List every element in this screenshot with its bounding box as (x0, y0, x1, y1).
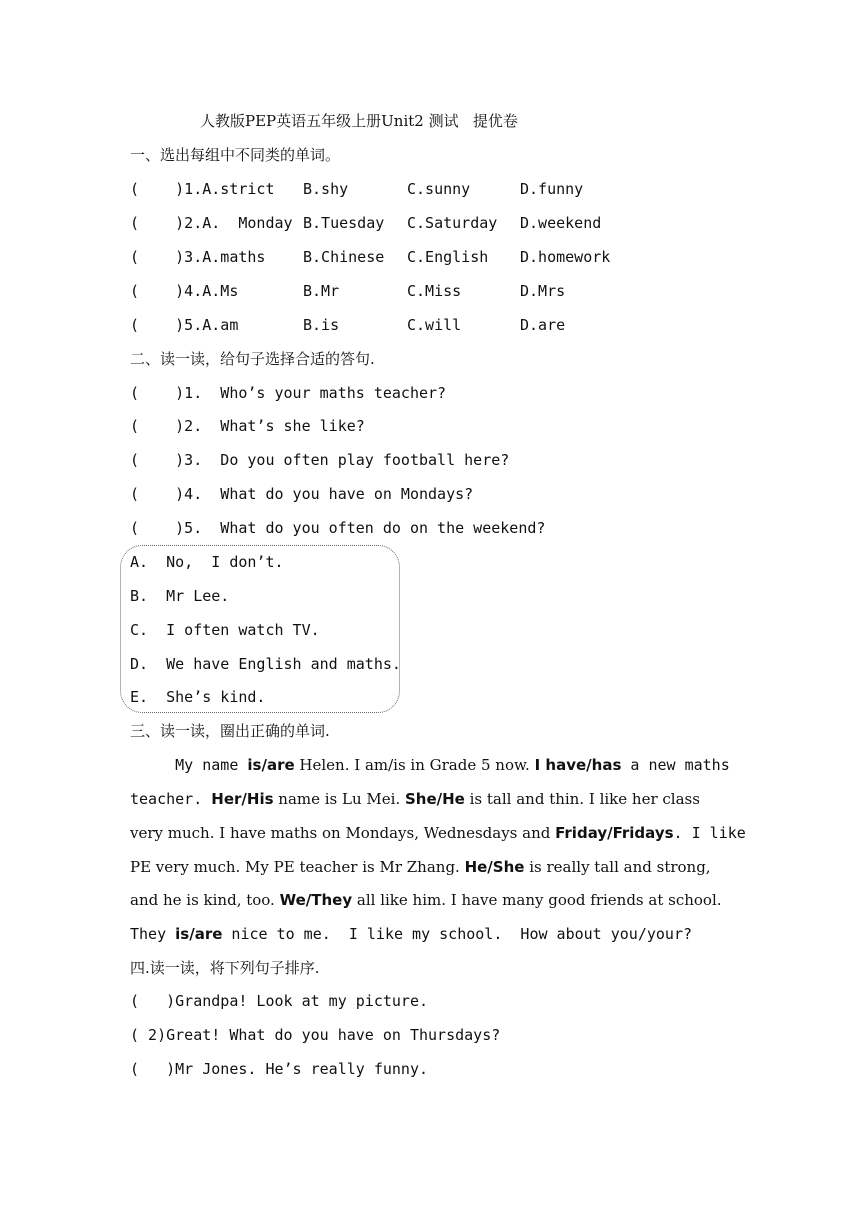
section1-item (130, 247, 611, 267)
question-item: ( )3. Do you often play football here? (130, 451, 510, 469)
choice-word[interactable]: He/She (464, 858, 525, 876)
question-item: ( )4. What do you have on Mondays? (130, 485, 474, 503)
answer-option: D. We have English and maths. (130, 655, 401, 673)
section1-item (130, 281, 566, 301)
passage-line (130, 924, 692, 944)
section3-heading: 三、读一读，圈出正确的单词. (130, 722, 330, 740)
choice-word[interactable]: Friday/Fridays (555, 824, 674, 842)
passage-text: and he is kind, too. (130, 891, 280, 909)
option-b: B.shy (303, 180, 349, 198)
option-c: C.Saturday (407, 214, 498, 232)
option-b: B.Tuesday (303, 214, 385, 232)
option-c: C.English (407, 248, 489, 266)
option-b: B.Mr (303, 282, 340, 300)
passage-text: nice to me. I like my school. How about you/your? (222, 925, 693, 943)
item-stem: ( )5.A.am (130, 316, 239, 334)
passage-text: is tall and thin. I like her class (464, 790, 700, 808)
section2-heading: 二、读一读，给句子选择合适的答句. (130, 350, 375, 368)
question-item: ( )1. Who’s your maths teacher? (130, 384, 447, 402)
choice-word[interactable]: is/are (175, 925, 223, 943)
passage-line (130, 890, 722, 910)
answer-option: A. No, I don’t. (130, 553, 284, 571)
passage-line (130, 857, 711, 877)
option-b: B.is (303, 316, 340, 334)
passage-text: PE very much. My PE teacher is Mr Zhang. (130, 858, 465, 876)
passage-line (130, 789, 700, 809)
passage-text: Helen. I am/is in Grade 5 now. (294, 756, 535, 774)
passage-text: all like him. I have many good friends at school. (352, 891, 722, 909)
option-d: D.weekend (520, 214, 602, 232)
ordering-item: ( )Mr Jones. He’s really funny. (130, 1060, 429, 1078)
choice-word[interactable]: I have/has (534, 756, 622, 774)
item-stem: ( )3.A.maths (130, 248, 266, 266)
answer-option: B. Mr Lee. (130, 587, 230, 605)
ordering-item: ( 2)Great! What do you have on Thursdays? (130, 1026, 501, 1044)
answer-option: E. She’s kind. (130, 688, 266, 706)
passage-text: They (130, 925, 176, 943)
item-stem: ( )2.A. Monday (130, 214, 293, 232)
item-stem: ( )1.A.strict (130, 180, 275, 198)
option-c: C.Miss (407, 282, 462, 300)
choice-word[interactable]: is/are (247, 756, 295, 774)
passage-line (130, 823, 746, 843)
passage-text: very much. I have maths on Mondays, Wednesdays and (130, 824, 556, 842)
item-stem: ( )4.A.Ms (130, 282, 239, 300)
passage-text: name is Lu Mei. (273, 790, 405, 808)
section4-heading: 四.读一读，将下列句子排序. (130, 959, 320, 977)
question-item: ( )5. What do you often do on the weekend? (130, 519, 546, 537)
question-item: ( )2. What’s she like? (130, 417, 365, 435)
passage-text: is really tall and strong, (524, 858, 711, 876)
section1-heading: 一、选出每组中不同类的单词。 (130, 146, 341, 164)
passage-line (130, 755, 730, 775)
option-d: D.are (520, 316, 566, 334)
option-d: D.funny (520, 180, 584, 198)
choice-word[interactable]: Her/His (211, 790, 274, 808)
section1-item (130, 315, 566, 335)
passage-text: teacher. (130, 790, 212, 808)
option-b: B.Chinese (303, 248, 385, 266)
page-title: 人教版PEP英语五年级上册Unit2 测试 提优卷 (200, 112, 518, 130)
option-d: D.Mrs (520, 282, 566, 300)
section1-item (130, 179, 584, 199)
answer-option: C. I often watch TV. (130, 621, 320, 639)
section1-item (130, 213, 602, 233)
passage-text: My name (130, 756, 248, 774)
choice-word[interactable]: She/He (404, 790, 465, 808)
ordering-item: ( )Grandpa! Look at my picture. (130, 992, 429, 1010)
option-d: D.homework (520, 248, 611, 266)
choice-word[interactable]: We/They (279, 891, 353, 909)
option-c: C.will (407, 316, 462, 334)
passage-text: a new maths (621, 756, 730, 774)
passage-text: . I like (673, 824, 746, 842)
option-c: C.sunny (407, 180, 471, 198)
